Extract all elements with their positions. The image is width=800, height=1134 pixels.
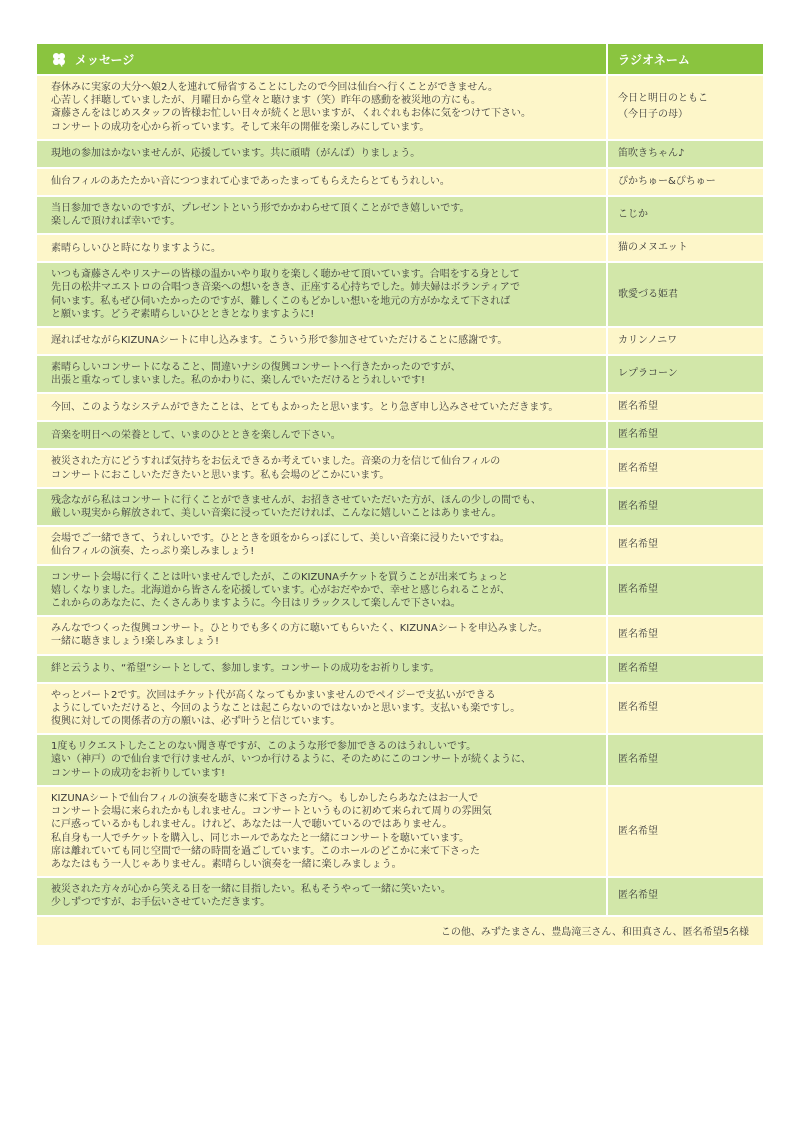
table-row: [37, 735, 763, 787]
table-header: [37, 44, 763, 76]
message-cell: 残念ながら私はコンサートに行くことができませんが、お招きさせていただいた方が、ほんの少しの間でも、 厳しい現実から解放されて、美しい音楽に浸っていただければ、こんなに嬉しいことはありません。: [37, 489, 608, 525]
message-cell: 被災された方にどうすれば気持ちをお伝えできるか考えていました。音楽の力を信じて仙台フィルの コンサートにおこしいただきたいと思います。私も会場のどこかにいます。: [37, 450, 608, 486]
table-row: [37, 656, 763, 684]
table-row: [37, 356, 763, 394]
message-cell: 素晴らしいひと時になりますように。: [37, 235, 608, 261]
radio-name-cell: ぴかちゅー&ぴちゅー: [618, 175, 716, 187]
table-row: [37, 235, 763, 263]
message-cell: 絆と云うより、“希望”シートとして、参加します。コンサートの成功をお祈りします。: [37, 656, 608, 682]
table-row: [37, 263, 763, 328]
table-row: [37, 684, 763, 736]
radio-name-cell: 匿名希望: [618, 401, 658, 413]
table-row: [37, 489, 763, 527]
message-cell: 1度もリクエストしたことのない聞き専ですが、このような形で参加できるのはうれしいです。 遠い（神戸）ので仙台まで行けませんが、いつか行けるように、そのためにこのコンサートが続くように、 コンサートの成功をお祈りしています!: [37, 735, 608, 785]
table-row: [37, 328, 763, 356]
radio-name-cell: 匿名希望: [618, 501, 658, 513]
table-row: [37, 527, 763, 565]
table-row: [37, 787, 763, 878]
radio-name-cell: 笛吹きちゃん♪: [618, 147, 685, 159]
table-row: [37, 450, 763, 488]
radio-name-cell: 匿名希望: [618, 584, 658, 596]
message-cell: 被災された方々が心から笑える日を一緒に目指したい。私もそうやって一緒に笑いたい。 少しずつですが、お手伝いさせていただきます。: [37, 878, 608, 914]
table-row: [37, 169, 763, 197]
table-row: [37, 422, 763, 450]
table-footer: [37, 917, 763, 945]
radio-name-cell: 匿名希望: [618, 890, 658, 902]
message-column-label: メッセージ: [75, 52, 135, 67]
message-cell: 今回、このようなシステムができたことは、とてもよかったと思います。とり急ぎ申し込みさせていただきます。: [37, 394, 608, 420]
message-cell: 仙台フィルのあたたかい音につつまれて心まであったまってもらえたらとてもうれしい。: [37, 169, 608, 195]
message-cell: KIZUNAシートで仙台フィルの演奏を聴きに来て下さった方へ。もしかしたらあなたはお一人で コンサート会場に来られたかもしれません。コンサートというものに初めて来られて周りの雰囲気 に戸惑っているかもしれません。けれど、あなたは一人で聴いているのではありません。 私自身も一人でチケットを購入し、同じホールであなたと一緒にコンサートを聴いています。 席は離れていても同じ空間で一緒の時間を過ごしています。このホールのどこかに来て下さった あなたはもう一人じゃありません。素晴らしい演奏を一緒に楽しみましょう。: [37, 787, 608, 876]
message-cell: 会場でご一緒できて、うれしいです。ひとときを頭をからっぽにして、美しい音楽に浸りたいですね。 仙台フィルの演奏、たっぷり楽しみましょう!: [37, 527, 608, 563]
table-row: [37, 197, 763, 235]
message-cell: 春休みに実家の大分へ娘2人を連れて帰省することにしたので今回は仙台へ行くことができません。 心苦しく拝聴していましたが、月曜日から堂々と聴けます（笑）昨年の感動を被災地の方にも。 斎藤さんをはじめスタッフの皆様お忙しい日々が続くと思いますが、くれぐれもお体に気をつけて下さい。 コンサートの成功を心から祈っています。そして来年の開催を楽しみにしています。: [37, 76, 608, 139]
radio-name-column-header: [608, 44, 763, 74]
radio-name-cell: こじか: [618, 209, 648, 221]
table-row: [37, 76, 763, 141]
message-cell: みんなでつくった復興コンサート。ひとりでも多くの方に聴いてもらいたく、KIZUNAシートを申込みました。 一緒に聴きましょう!楽しみましょう!: [37, 617, 608, 653]
message-cell: 音楽を明日への栄養として、いまのひとときを楽しんで下さい。: [37, 422, 608, 448]
message-cell: 遅ればせながらKIZUNAシートに申し込みます。こういう形で参加させていただけることに感謝です。: [37, 328, 608, 354]
radio-name-column-label: ラジオネーム: [618, 52, 690, 67]
message-column-header: [37, 44, 608, 74]
radio-name-cell: 匿名希望: [618, 462, 658, 474]
message-cell: 当日参加できないのですが、プレゼントという形でかかわらせて頂くことができ嬉しいです。 楽しんで頂ければ幸いです。: [37, 197, 608, 233]
table-row: [37, 394, 763, 422]
radio-name-cell: 匿名希望: [618, 754, 658, 766]
radio-name-cell: 匿名希望: [618, 662, 658, 674]
message-table: [37, 44, 763, 945]
message-cell: 現地の参加はかないませんが、応援しています。共に頑晴（がんば）りましょう。: [37, 141, 608, 167]
table-row: [37, 878, 763, 916]
table-row: [37, 617, 763, 655]
radio-name-cell: 匿名希望: [618, 702, 658, 714]
radio-name-cell: 猫のメヌエット: [618, 242, 688, 254]
radio-name-cell: 匿名希望: [618, 539, 658, 551]
table-row: [37, 566, 763, 618]
radio-name-cell: カリンノニワ: [618, 335, 678, 347]
message-cell: 素晴らしいコンサートになること、間違いナシの復興コンサートへ行きたかったのですが、 出張と重なってしまいました。私のかわりに、楽しんでいただけるとうれしいです!: [37, 356, 608, 392]
table-body: [37, 76, 763, 917]
radio-name-cell: レプラコーン: [618, 368, 678, 380]
radio-name-cell: 匿名希望: [618, 825, 658, 837]
footer-note: この他、みずたまさん、豊島滝三さん、和田真さん、匿名希望5名様: [440, 927, 749, 939]
radio-name-cell: 匿名希望: [618, 629, 658, 641]
radio-name-cell: 今日と明日のともこ （今日子の母）: [618, 93, 708, 121]
table-row: [37, 141, 763, 169]
radio-name-cell: 歌愛づる姫君: [618, 288, 678, 300]
message-cell: いつも斎藤さんやリスナーの皆様の温かいやり取りを楽しく聴かせて頂いています。合唱をする身として 先日の松井マエストロの合唱つき音楽への想いをきき、正座する心持ちでした。姉夫婦はボランティアで 伺います。私もぜひ伺いたかったのですが、難しくこのもどかしい想いを地元の方がかなえて下されば と願います。どうぞ素晴らしいひとときとなりますように!: [37, 263, 608, 326]
radio-name-cell: 匿名希望: [618, 429, 658, 441]
message-cell: やっとパート2です。次回はチケット代が高くなってもかまいませんのでペイジーで支払いができる ようにしていただけると、今回のようなことは起こらないのではないかと思います。支払いも楽ですし。 復興に対しての関係者の方の願いは、必ず叶うと信じています。: [37, 684, 608, 734]
message-cell: コンサート会場に行くことは叶いませんでしたが、このKIZUNAチケットを買うことが出来てちょっと 嬉しくなりました。北海道から皆さんを応援しています。心がおだやかで、幸せと感じられることが、 これからのあなたに、たくさんありますように。今日はリラックスして楽しんで下さいね。: [37, 566, 608, 616]
clover-icon: [51, 51, 67, 67]
